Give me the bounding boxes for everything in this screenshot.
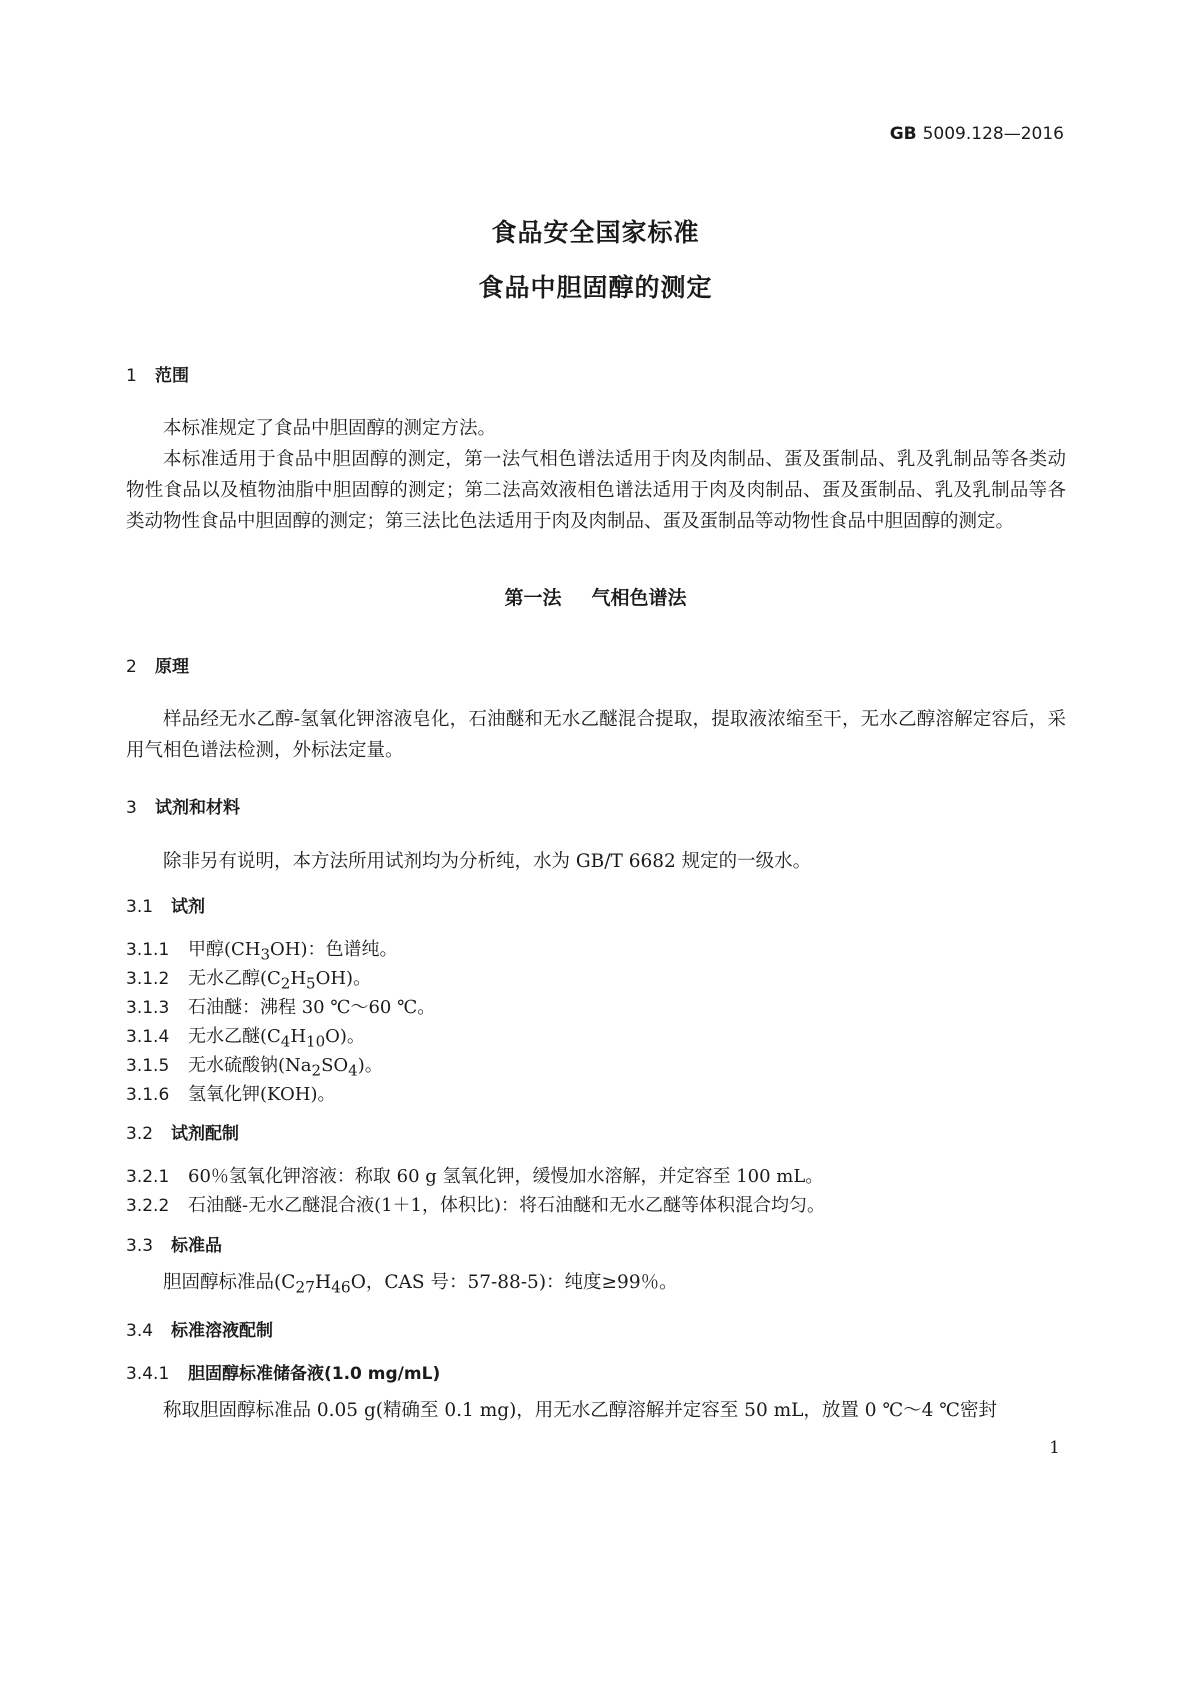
subsection-title: 胆固醇标准储备液(1.0 mg/mL) bbox=[188, 1364, 441, 1384]
subsection-number: 3.2 bbox=[126, 1124, 154, 1144]
item-subscript: 3 bbox=[260, 945, 271, 964]
method-1-heading bbox=[0, 583, 1191, 610]
standard-material-paragraph bbox=[126, 1267, 1066, 1304]
item-text: OH)。 bbox=[315, 968, 372, 989]
para-text: H bbox=[314, 1272, 332, 1293]
item-subscript: 5 bbox=[306, 974, 316, 993]
subsection-number: 3.4 bbox=[126, 1321, 154, 1341]
item-text: 60％氢氧化钾溶液：称取 60 g 氢氧化钾，缓慢加水溶解，并定容至 100 mL。 bbox=[188, 1166, 824, 1187]
subsection-number: 3.3 bbox=[126, 1236, 154, 1256]
method-name: 气相色谱法 bbox=[591, 587, 687, 609]
subsection-3-2-heading bbox=[126, 1119, 239, 1144]
item-number: 3.1.3 bbox=[126, 998, 170, 1018]
subsection-3-3-heading bbox=[126, 1231, 222, 1256]
item-text: 无水乙醇(C bbox=[188, 968, 281, 989]
list-item-3-1-2 bbox=[126, 964, 371, 993]
subsection-title: 试剂 bbox=[171, 897, 205, 917]
item-number: 3.2.1 bbox=[126, 1167, 170, 1187]
item-text: H bbox=[290, 1026, 307, 1047]
subsection-title: 标准溶液配制 bbox=[171, 1321, 273, 1341]
item-subscript: 2 bbox=[280, 974, 291, 993]
section-1-heading bbox=[126, 361, 189, 386]
item-text: SO bbox=[321, 1055, 349, 1076]
item-number: 3.1.4 bbox=[126, 1027, 170, 1047]
principle-paragraph: 样品经无水乙醇-氢氧化钾溶液皂化，石油醚和无水乙醚混合提取，提取液浓缩至干，无水乙醇溶解定容后，采用气相色谱法检测，外标法定量。 bbox=[126, 709, 1066, 761]
item-text: 石油醚：沸程 30 ℃～60 ℃。 bbox=[188, 997, 436, 1018]
subsection-number: 3.1 bbox=[126, 897, 154, 917]
item-text: 无水乙醚(C bbox=[188, 1026, 281, 1047]
item-text: O)。 bbox=[325, 1026, 365, 1047]
section-title: 范围 bbox=[155, 366, 189, 386]
section-title: 原理 bbox=[155, 657, 189, 677]
item-text: 氢氧化钾(KOH)。 bbox=[188, 1084, 336, 1105]
section-3-heading bbox=[126, 793, 240, 818]
item-text: 甲醇(CH bbox=[188, 939, 261, 960]
list-item-3-1-3 bbox=[126, 993, 435, 1019]
method-label: 第一法 bbox=[504, 587, 562, 609]
item-text: H bbox=[290, 968, 307, 989]
subsection-title: 试剂配制 bbox=[171, 1124, 239, 1144]
standard-code bbox=[890, 124, 1064, 144]
para-text: O，CAS 号：57-88-5)：纯度≥99％。 bbox=[350, 1272, 678, 1293]
para-subscript: 46 bbox=[331, 1278, 351, 1297]
subsection-3-4-1-heading bbox=[126, 1359, 440, 1384]
document-title-line2: 食品中胆固醇的测定 bbox=[478, 273, 713, 302]
subsection-3-4-heading bbox=[126, 1316, 273, 1341]
document-title-line1: 食品安全国家标准 bbox=[491, 218, 700, 247]
item-number: 3.1.5 bbox=[126, 1056, 170, 1076]
scope-paragraph-1: 本标准规定了食品中胆固醇的测定方法。 bbox=[163, 418, 497, 439]
item-number: 3.2.2 bbox=[126, 1196, 170, 1216]
item-number: 3.1.6 bbox=[126, 1085, 170, 1105]
scope-paragraph-2: 本标准适用于食品中胆固醇的测定，第一法气相色谱法适用于肉及肉制品、蛋及蛋制品、乳及乳制品等各类动物性食品以及植物油脂中胆固醇的测定；第二法高效液相色谱法适用于肉及肉制品、蛋及蛋制品、乳及乳制品等各类动物性食品中胆固醇的测定；第三法比色法适用于肉及肉制品、蛋及蛋制品等动物性食品中胆固醇的测定。 bbox=[126, 449, 1066, 532]
item-text: 无水硫酸钠(Na bbox=[188, 1055, 312, 1076]
standard-prefix: GB bbox=[889, 124, 917, 144]
list-item-3-1-6 bbox=[126, 1080, 335, 1106]
subsection-title: 标准品 bbox=[171, 1236, 222, 1256]
list-item-3-2-2 bbox=[126, 1191, 825, 1217]
item-number: 3.1.1 bbox=[126, 940, 170, 960]
item-text: )。 bbox=[357, 1055, 383, 1076]
section-2-heading bbox=[126, 652, 189, 677]
list-item-3-2-1 bbox=[126, 1162, 823, 1188]
section-number: 3 bbox=[126, 798, 137, 818]
list-item-3-1-1 bbox=[126, 935, 398, 964]
item-subscript: 4 bbox=[280, 1032, 291, 1051]
standard-number: 5009.128—2016 bbox=[922, 124, 1064, 144]
item-subscript: 4 bbox=[348, 1061, 358, 1080]
item-text: 石油醚-无水乙醚混合液(1＋1，体积比)：将石油醚和无水乙醚等体积混合均匀。 bbox=[188, 1195, 826, 1216]
item-number: 3.1.2 bbox=[126, 969, 170, 989]
list-item-3-1-4 bbox=[126, 1022, 365, 1051]
item-subscript: 2 bbox=[311, 1061, 322, 1080]
section-title: 试剂和材料 bbox=[155, 798, 240, 818]
reagents-intro-paragraph: 除非另有说明，本方法所用试剂均为分析纯，水为 GB/T 6682 规定的一级水。 bbox=[163, 851, 812, 872]
para-text: 胆固醇标准品(C bbox=[163, 1272, 296, 1293]
list-item-3-1-5 bbox=[126, 1051, 383, 1080]
section-number: 1 bbox=[126, 366, 137, 386]
item-subscript: 10 bbox=[306, 1032, 326, 1051]
stock-solution-paragraph: 称取胆固醇标准品 0.05 g(精确至 0.1 mg)，用无水乙醇溶解并定容至 50 mL，放置 0 ℃～4 ℃密封 bbox=[163, 1400, 998, 1421]
section-number: 2 bbox=[126, 657, 137, 677]
para-subscript: 27 bbox=[295, 1278, 315, 1297]
subsection-3-1-heading bbox=[126, 892, 205, 917]
page-number: 1 bbox=[1049, 1438, 1060, 1458]
item-text: OH)：色谱纯。 bbox=[270, 939, 398, 960]
subsection-number: 3.4.1 bbox=[126, 1364, 170, 1384]
